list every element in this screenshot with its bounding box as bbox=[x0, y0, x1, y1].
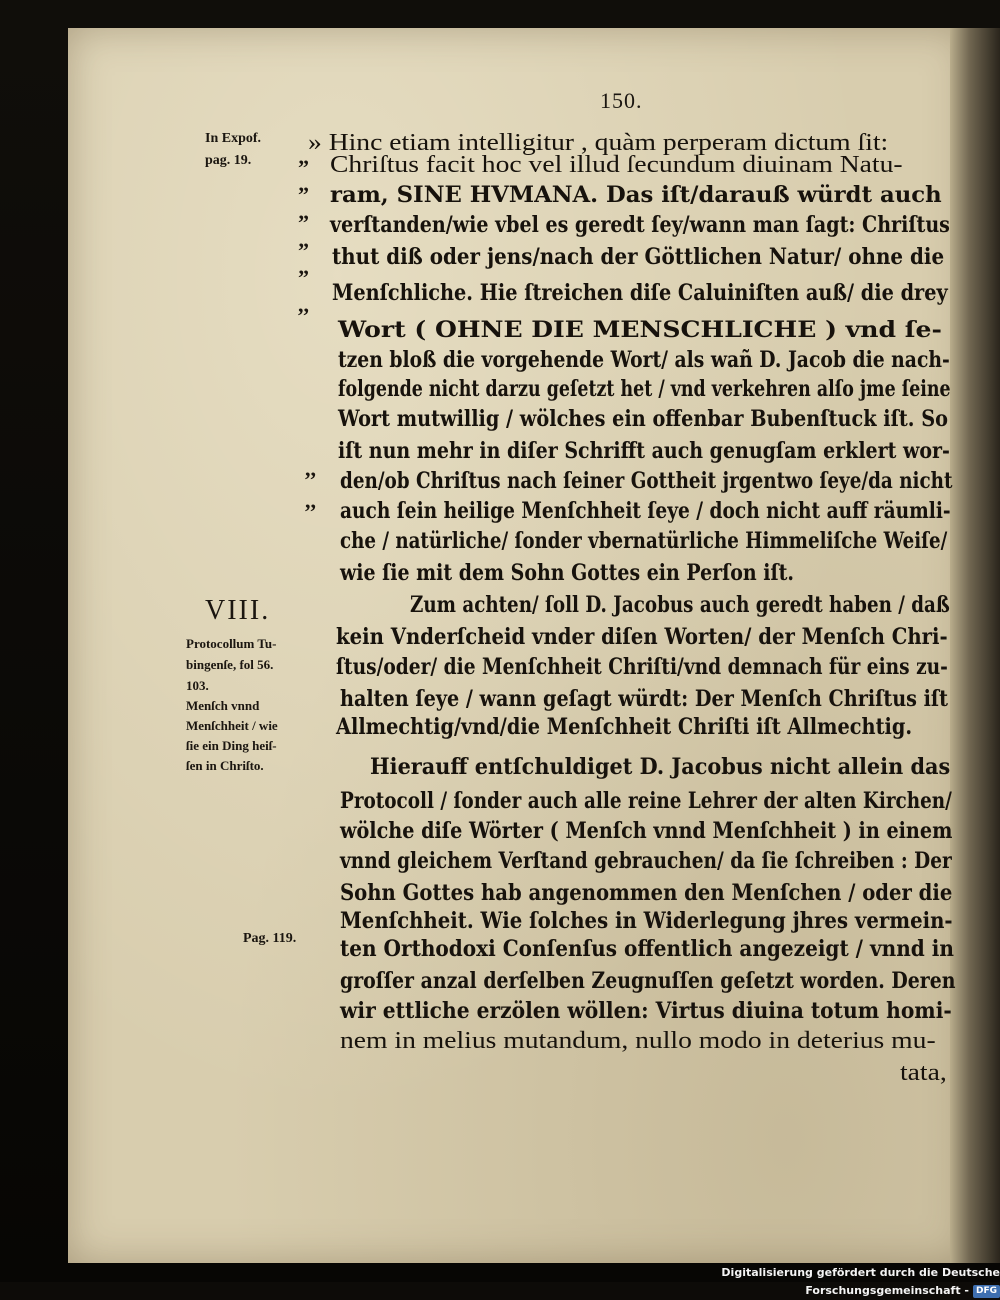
text-line: den/ob Chriſtus nach ſeiner Gottheit jrgentwo ſeye/da nicht bbox=[340, 468, 953, 494]
text-line: kein Vnderſcheid vnder diſen Worten/ der Menſch Chri- bbox=[336, 624, 948, 650]
margin-note-protocol-3: 103. bbox=[186, 678, 209, 693]
margin-note-mensch-3: ſie ein Ding heiſ- bbox=[186, 738, 277, 753]
text-line: tzen bloß die vorgehende Wort/ als wañ D. Jacob die nach- bbox=[338, 347, 950, 373]
text-line: vnnd gleichem Verſtand gebrauchen/ da ſie ſchreiben : Der bbox=[340, 848, 952, 874]
quote-mark: ” bbox=[298, 265, 309, 290]
text-line: Sohn Gottes hab angenommen den Menſchen / oder die bbox=[340, 880, 953, 906]
text-line: nem in melius mutandum, nullo modo in deterius mu- bbox=[340, 1028, 936, 1054]
text-line: groſſer anzal derſelben Zeugnuſſen geſetzt worden. Deren bbox=[340, 968, 956, 994]
text-line: folgende nicht darzu geſetzt het / vnd verkehren alſo jme ſeine bbox=[338, 376, 951, 402]
text-line: Wort mutwillig / wölches ein offenbar Bubenſtuck iſt. So bbox=[338, 406, 948, 432]
margin-note-pag19: pag. 19. bbox=[205, 153, 252, 168]
text-line: Hierauff entſchuldiget D. Jacobus nicht allein das bbox=[370, 754, 951, 780]
text-line: ram, SINE HVMANA. Das iſt/darauß würdt auch bbox=[330, 182, 942, 208]
quote-mark: ” bbox=[298, 182, 309, 207]
footer-text: Digitalisierung gefördert durch die Deutsche Forschungsgemeinschaft - bbox=[721, 1266, 1000, 1297]
text-line: Allmechtig/vnd/die Menſchheit Chriſti iſt Allmechtig. bbox=[336, 714, 913, 740]
text-line: iſt nun mehr in diſer Schrifft auch genugſam erklert wor- bbox=[338, 438, 950, 464]
quote-mark: ” bbox=[298, 155, 309, 180]
text-line: thut diß oder jens/nach der Göttlichen Natur/ ohne die bbox=[332, 244, 945, 270]
margin-note-protocol-2: bingenſe, fol 56. bbox=[186, 657, 274, 672]
margin-note-mensch-1: Menſch vnnd bbox=[186, 698, 260, 713]
quote-mark: ,, bbox=[298, 292, 309, 317]
section-number-viii: VIII. bbox=[205, 595, 271, 626]
footer-credit bbox=[600, 1264, 1000, 1297]
page-gutter bbox=[950, 28, 1000, 1263]
text-line: » Hinc etiam intelligitur , quàm perperam dictum ſit: bbox=[308, 130, 889, 156]
text-line: Wort ( OHNE DIE MENSCHLICHE ) vnd ſe- bbox=[338, 317, 942, 343]
text-line: Menſchliche. Hie ſtreichen diſe Caluiniſten auß/ die drey bbox=[332, 280, 948, 306]
margin-note-expos: In Expof. bbox=[205, 131, 262, 146]
text-line: ten Orthodoxi Conſenſus offentlich angezeigt / vnnd in bbox=[340, 936, 954, 962]
text-line: Zum achten/ ſoll D. Jacobus auch geredt haben / daß bbox=[410, 592, 950, 618]
text-line: wölche diſe Wörter ( Menſch vnnd Menſchheit ) in einem bbox=[340, 818, 953, 844]
quote-mark: ,, bbox=[305, 456, 316, 481]
margin-note-protocol-1: Protocollum Tu- bbox=[186, 636, 277, 651]
text-line: Menſchheit. Wie ſolches in Widerlegung jhres vermein- bbox=[340, 908, 953, 934]
quote-mark: ” bbox=[298, 210, 309, 235]
text-line: che / natürliche/ ſonder vbernatürliche Himmeliſche Weiſe/ bbox=[340, 528, 948, 554]
margin-note-mensch-4: ſen in Chriſto. bbox=[186, 758, 264, 773]
text-line: tata, bbox=[900, 1060, 947, 1086]
margin-note-mensch-2: Menſchheit / wie bbox=[186, 718, 278, 733]
quote-mark: ,, bbox=[305, 488, 316, 513]
page-number: 150. bbox=[600, 88, 643, 113]
margin-note-pag119: Pag. 119. bbox=[243, 931, 297, 946]
text-line: Protocoll / ſonder auch alle reine Lehrer der alten Kirchen/ bbox=[340, 788, 952, 814]
text-line: auch ſein heilige Menſchheit ſeye / doch nicht auff räumli- bbox=[340, 498, 951, 524]
dfg-logo: DFG bbox=[973, 1285, 1000, 1298]
text-line: verſtanden/wie vbel es geredt ſey/wann man ſagt: Chriſtus bbox=[330, 212, 950, 238]
text-line: Chriſtus facit hoc vel illud ſecundum diuinam Natu- bbox=[330, 152, 903, 178]
text-line: ſtus/oder/ die Menſchheit Chriſti/vnd demnach für eins zu- bbox=[336, 654, 948, 680]
text-line: wir ettliche erzölen wöllen: Virtus diuina totum homi- bbox=[340, 998, 952, 1024]
text-line: halten ſeye / wann geſagt würdt: Der Menſch Chriſtus iſt bbox=[340, 686, 949, 712]
quote-mark: ” bbox=[298, 238, 309, 263]
text-line: wie ſie mit dem Sohn Gottes ein Perſon iſt. bbox=[340, 560, 794, 586]
